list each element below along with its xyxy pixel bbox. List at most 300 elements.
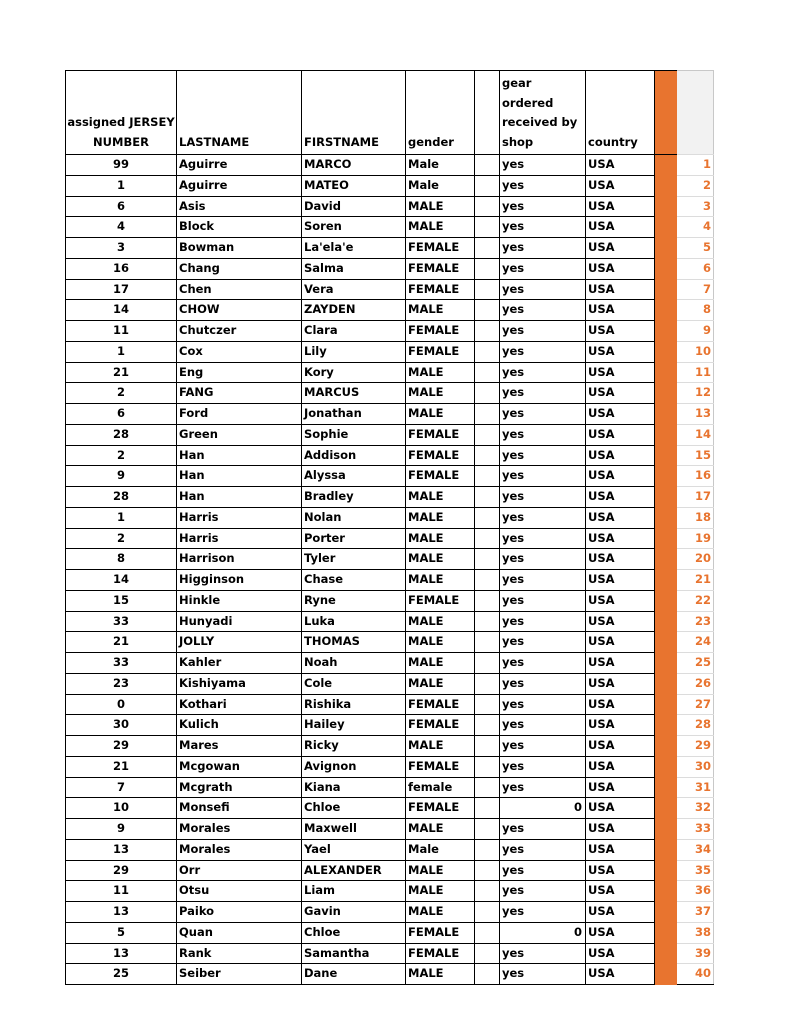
lastname-cell: Otsu (177, 881, 302, 902)
lastname-cell: Ford (177, 404, 302, 425)
row-index-cell: 27 (677, 694, 714, 715)
lastname-cell: Harris (177, 528, 302, 549)
row-index-cell: 35 (677, 860, 714, 881)
gear-cell: yes (500, 238, 586, 259)
gender-cell: FEMALE (406, 798, 475, 819)
gear-cell: yes (500, 964, 586, 985)
orange-divider-cell (655, 341, 678, 362)
row-index-cell: 39 (677, 943, 714, 964)
country-cell: USA (586, 611, 655, 632)
gear-cell: 0 (500, 922, 586, 943)
gear-cell: yes (500, 217, 586, 238)
orange-divider-cell (655, 279, 678, 300)
gear-cell: yes (500, 341, 586, 362)
orange-divider-cell (655, 777, 678, 798)
gender-cell: MALE (406, 611, 475, 632)
gender-cell: MALE (406, 964, 475, 985)
gear-cell: yes (500, 611, 586, 632)
gear-cell: yes (500, 715, 586, 736)
blank-cell (475, 362, 500, 383)
gear-cell: yes (500, 507, 586, 528)
jersey-number-cell: 7 (66, 777, 177, 798)
table-row (66, 445, 714, 466)
jersey-number-cell: 28 (66, 424, 177, 445)
row-index-cell: 2 (677, 175, 714, 196)
gender-cell: female (406, 777, 475, 798)
table-row (66, 798, 714, 819)
jersey-number-cell: 0 (66, 694, 177, 715)
orange-divider-cell (655, 839, 678, 860)
orange-divider-cell (655, 819, 678, 840)
blank-cell (475, 839, 500, 860)
country-cell: USA (586, 341, 655, 362)
blank-cell (475, 943, 500, 964)
firstname-cell: Sophie (302, 424, 406, 445)
firstname-cell: Lily (302, 341, 406, 362)
row-index-cell: 1 (677, 155, 714, 176)
table-row (66, 839, 714, 860)
country-cell: USA (586, 964, 655, 985)
row-index-cell: 22 (677, 590, 714, 611)
gender-cell: FEMALE (406, 279, 475, 300)
lastname-cell: Aguirre (177, 155, 302, 176)
lastname-cell: Green (177, 424, 302, 445)
row-index-cell: 37 (677, 902, 714, 923)
orange-divider-cell (655, 175, 678, 196)
country-cell: USA (586, 196, 655, 217)
lastname-cell: Seiber (177, 964, 302, 985)
gender-cell: Male (406, 155, 475, 176)
header-blank (475, 71, 500, 155)
gender-cell: MALE (406, 860, 475, 881)
row-index-cell: 23 (677, 611, 714, 632)
country-cell: USA (586, 445, 655, 466)
blank-cell (475, 715, 500, 736)
header-gender: gender (406, 71, 475, 155)
jersey-number-cell: 14 (66, 300, 177, 321)
row-index-cell: 26 (677, 673, 714, 694)
gender-cell: MALE (406, 653, 475, 674)
lastname-cell: Mares (177, 736, 302, 757)
table-row (66, 258, 714, 279)
gear-cell: yes (500, 839, 586, 860)
table-row (66, 922, 714, 943)
blank-cell (475, 217, 500, 238)
lastname-cell: Morales (177, 819, 302, 840)
country-cell: USA (586, 404, 655, 425)
jersey-number-cell: 13 (66, 902, 177, 923)
lastname-cell: Han (177, 466, 302, 487)
gender-cell: MALE (406, 362, 475, 383)
gender-cell: MALE (406, 528, 475, 549)
jersey-number-cell: 16 (66, 258, 177, 279)
firstname-cell: Maxwell (302, 819, 406, 840)
gender-cell: Male (406, 839, 475, 860)
firstname-cell: Addison (302, 445, 406, 466)
row-index-cell: 33 (677, 819, 714, 840)
jersey-number-cell: 14 (66, 570, 177, 591)
orange-divider-cell (655, 466, 678, 487)
row-index-cell: 24 (677, 632, 714, 653)
table-row (66, 943, 714, 964)
row-index-cell: 17 (677, 487, 714, 508)
firstname-cell: MATEO (302, 175, 406, 196)
table-row (66, 964, 714, 985)
row-index-cell: 32 (677, 798, 714, 819)
blank-cell (475, 756, 500, 777)
blank-cell (475, 570, 500, 591)
country-cell: USA (586, 238, 655, 259)
gear-cell: yes (500, 549, 586, 570)
gear-cell: yes (500, 487, 586, 508)
blank-cell (475, 487, 500, 508)
row-index-cell: 34 (677, 839, 714, 860)
orange-divider-cell (655, 528, 678, 549)
lastname-cell: Monsefi (177, 798, 302, 819)
table-row (66, 819, 714, 840)
row-index-cell: 11 (677, 362, 714, 383)
table-row (66, 673, 714, 694)
blank-cell (475, 673, 500, 694)
orange-divider-cell (655, 632, 678, 653)
gender-cell: MALE (406, 673, 475, 694)
blank-cell (475, 964, 500, 985)
lastname-cell: Kulich (177, 715, 302, 736)
table-row (66, 715, 714, 736)
table-row (66, 860, 714, 881)
jersey-number-cell: 6 (66, 404, 177, 425)
gender-cell: FEMALE (406, 715, 475, 736)
lastname-cell: Chen (177, 279, 302, 300)
lastname-cell: Rank (177, 943, 302, 964)
blank-cell (475, 694, 500, 715)
firstname-cell: Kory (302, 362, 406, 383)
gender-cell: FEMALE (406, 943, 475, 964)
header-country: country (586, 71, 655, 155)
orange-divider-cell (655, 570, 678, 591)
orange-divider-cell (655, 590, 678, 611)
gear-cell: yes (500, 362, 586, 383)
jersey-number-cell: 29 (66, 736, 177, 757)
gear-cell: yes (500, 632, 586, 653)
country-cell: USA (586, 570, 655, 591)
firstname-cell: ZAYDEN (302, 300, 406, 321)
header-row (66, 71, 714, 155)
lastname-cell: Quan (177, 922, 302, 943)
gender-cell: MALE (406, 217, 475, 238)
blank-cell (475, 590, 500, 611)
gear-cell: yes (500, 279, 586, 300)
lastname-cell: Kothari (177, 694, 302, 715)
table-row (66, 570, 714, 591)
gender-cell: FEMALE (406, 445, 475, 466)
jersey-number-cell: 29 (66, 860, 177, 881)
lastname-cell: Paiko (177, 902, 302, 923)
firstname-cell: Chloe (302, 922, 406, 943)
blank-cell (475, 196, 500, 217)
country-cell: USA (586, 383, 655, 404)
orange-divider-cell (655, 673, 678, 694)
table-row (66, 341, 714, 362)
gear-cell: yes (500, 673, 586, 694)
orange-divider-cell (655, 362, 678, 383)
jersey-number-cell: 33 (66, 653, 177, 674)
table-row (66, 653, 714, 674)
table-row (66, 507, 714, 528)
firstname-cell: Rishika (302, 694, 406, 715)
gear-cell: yes (500, 736, 586, 757)
orange-divider-cell (655, 694, 678, 715)
gender-cell: Male (406, 175, 475, 196)
country-cell: USA (586, 590, 655, 611)
row-index-cell: 29 (677, 736, 714, 757)
blank-cell (475, 279, 500, 300)
lastname-cell: Hinkle (177, 590, 302, 611)
orange-divider-cell (655, 487, 678, 508)
firstname-cell: Porter (302, 528, 406, 549)
lastname-cell: Bowman (177, 238, 302, 259)
table-row (66, 175, 714, 196)
blank-cell (475, 445, 500, 466)
table-row (66, 736, 714, 757)
firstname-cell: Samantha (302, 943, 406, 964)
gear-cell: yes (500, 321, 586, 342)
jersey-number-cell: 10 (66, 798, 177, 819)
gear-cell: yes (500, 528, 586, 549)
gender-cell: MALE (406, 570, 475, 591)
country-cell: USA (586, 632, 655, 653)
jersey-number-cell: 3 (66, 238, 177, 259)
country-cell: USA (586, 362, 655, 383)
blank-cell (475, 155, 500, 176)
row-index-cell: 28 (677, 715, 714, 736)
jersey-number-cell: 2 (66, 528, 177, 549)
lastname-cell: Harrison (177, 549, 302, 570)
jersey-number-cell: 21 (66, 632, 177, 653)
blank-cell (475, 321, 500, 342)
table-row (66, 362, 714, 383)
jersey-number-cell: 17 (66, 279, 177, 300)
gear-cell: yes (500, 590, 586, 611)
gear-cell: yes (500, 445, 586, 466)
country-cell: USA (586, 653, 655, 674)
row-index-cell: 8 (677, 300, 714, 321)
row-index-cell: 30 (677, 756, 714, 777)
firstname-cell: David (302, 196, 406, 217)
gender-cell: FEMALE (406, 756, 475, 777)
gender-cell: FEMALE (406, 590, 475, 611)
country-cell: USA (586, 860, 655, 881)
lastname-cell: Han (177, 487, 302, 508)
blank-cell (475, 404, 500, 425)
orange-divider-cell (655, 964, 678, 985)
orange-divider-cell (655, 196, 678, 217)
country-cell: USA (586, 258, 655, 279)
country-cell: USA (586, 424, 655, 445)
blank-cell (475, 466, 500, 487)
country-cell: USA (586, 300, 655, 321)
header-row-index (677, 71, 714, 155)
row-index-cell: 10 (677, 341, 714, 362)
firstname-cell: Ryne (302, 590, 406, 611)
orange-divider-cell (655, 881, 678, 902)
country-cell: USA (586, 487, 655, 508)
gear-cell: yes (500, 300, 586, 321)
gear-cell: yes (500, 653, 586, 674)
gender-cell: MALE (406, 902, 475, 923)
row-index-cell: 4 (677, 217, 714, 238)
orange-divider-cell (655, 611, 678, 632)
gear-cell: 0 (500, 798, 586, 819)
gear-cell: yes (500, 196, 586, 217)
country-cell: USA (586, 217, 655, 238)
blank-cell (475, 922, 500, 943)
firstname-cell: Gavin (302, 902, 406, 923)
firstname-cell: Jonathan (302, 404, 406, 425)
gender-cell: MALE (406, 487, 475, 508)
gear-cell: yes (500, 404, 586, 425)
firstname-cell: Avignon (302, 756, 406, 777)
orange-divider-cell (655, 507, 678, 528)
blank-cell (475, 819, 500, 840)
orange-divider-cell (655, 300, 678, 321)
gender-cell: FEMALE (406, 424, 475, 445)
firstname-cell: Hailey (302, 715, 406, 736)
header-firstname: FIRSTNAME (302, 71, 406, 155)
row-index-cell: 21 (677, 570, 714, 591)
table-row (66, 902, 714, 923)
blank-cell (475, 238, 500, 259)
country-cell: USA (586, 943, 655, 964)
jersey-number-cell: 99 (66, 155, 177, 176)
gear-cell: yes (500, 424, 586, 445)
orange-divider-cell (655, 238, 678, 259)
country-cell: USA (586, 694, 655, 715)
jersey-number-cell: 2 (66, 383, 177, 404)
header-jersey-number: assigned JERSEY NUMBER (66, 71, 177, 155)
jersey-number-cell: 13 (66, 839, 177, 860)
blank-cell (475, 798, 500, 819)
lastname-cell: Mcgowan (177, 756, 302, 777)
firstname-cell: ALEXANDER (302, 860, 406, 881)
blank-cell (475, 549, 500, 570)
table-row (66, 279, 714, 300)
table-row (66, 590, 714, 611)
row-index-cell: 25 (677, 653, 714, 674)
country-cell: USA (586, 549, 655, 570)
country-cell: USA (586, 528, 655, 549)
country-cell: USA (586, 777, 655, 798)
jersey-number-cell: 6 (66, 196, 177, 217)
lastname-cell: Morales (177, 839, 302, 860)
orange-divider-cell (655, 860, 678, 881)
firstname-cell: Bradley (302, 487, 406, 508)
jersey-number-cell: 2 (66, 445, 177, 466)
row-index-cell: 5 (677, 238, 714, 259)
table-row (66, 155, 714, 176)
jersey-number-cell: 13 (66, 943, 177, 964)
gear-cell: yes (500, 570, 586, 591)
gender-cell: MALE (406, 736, 475, 757)
blank-cell (475, 777, 500, 798)
gender-cell: FEMALE (406, 466, 475, 487)
country-cell: USA (586, 715, 655, 736)
blank-cell (475, 424, 500, 445)
orange-divider (655, 71, 678, 155)
lastname-cell: Kishiyama (177, 673, 302, 694)
row-index-cell: 13 (677, 404, 714, 425)
country-cell: USA (586, 819, 655, 840)
header-lastname: LASTNAME (177, 71, 302, 155)
table-row (66, 196, 714, 217)
gear-cell: yes (500, 819, 586, 840)
row-index-cell: 12 (677, 383, 714, 404)
country-cell: USA (586, 279, 655, 300)
gender-cell: MALE (406, 196, 475, 217)
country-cell: USA (586, 881, 655, 902)
table-row (66, 881, 714, 902)
gear-cell: yes (500, 902, 586, 923)
firstname-cell: Cole (302, 673, 406, 694)
firstname-cell: Liam (302, 881, 406, 902)
table-row (66, 383, 714, 404)
country-cell: USA (586, 175, 655, 196)
jersey-number-cell: 11 (66, 321, 177, 342)
row-index-cell: 14 (677, 424, 714, 445)
jersey-number-cell: 33 (66, 611, 177, 632)
table-row (66, 611, 714, 632)
country-cell: USA (586, 673, 655, 694)
jersey-number-cell: 1 (66, 507, 177, 528)
country-cell: USA (586, 321, 655, 342)
jersey-number-cell: 21 (66, 756, 177, 777)
blank-cell (475, 632, 500, 653)
firstname-cell: Noah (302, 653, 406, 674)
gear-cell: yes (500, 258, 586, 279)
country-cell: USA (586, 839, 655, 860)
orange-divider-cell (655, 922, 678, 943)
country-cell: USA (586, 922, 655, 943)
table-row (66, 321, 714, 342)
gender-cell: FEMALE (406, 922, 475, 943)
row-index-cell: 40 (677, 964, 714, 985)
country-cell: USA (586, 466, 655, 487)
country-cell: USA (586, 756, 655, 777)
row-index-cell: 19 (677, 528, 714, 549)
lastname-cell: Kahler (177, 653, 302, 674)
country-cell: USA (586, 507, 655, 528)
lastname-cell: Cox (177, 341, 302, 362)
gender-cell: MALE (406, 819, 475, 840)
gender-cell: FEMALE (406, 694, 475, 715)
gear-cell: yes (500, 175, 586, 196)
orange-divider-cell (655, 798, 678, 819)
gender-cell: FEMALE (406, 341, 475, 362)
row-index-cell: 7 (677, 279, 714, 300)
firstname-cell: Clara (302, 321, 406, 342)
firstname-cell: MARCUS (302, 383, 406, 404)
orange-divider-cell (655, 424, 678, 445)
gender-cell: MALE (406, 383, 475, 404)
gear-cell: yes (500, 383, 586, 404)
table-row (66, 217, 714, 238)
blank-cell (475, 902, 500, 923)
orange-divider-cell (655, 404, 678, 425)
table-row (66, 528, 714, 549)
orange-divider-cell (655, 445, 678, 466)
orange-divider-cell (655, 715, 678, 736)
jersey-number-cell: 1 (66, 341, 177, 362)
